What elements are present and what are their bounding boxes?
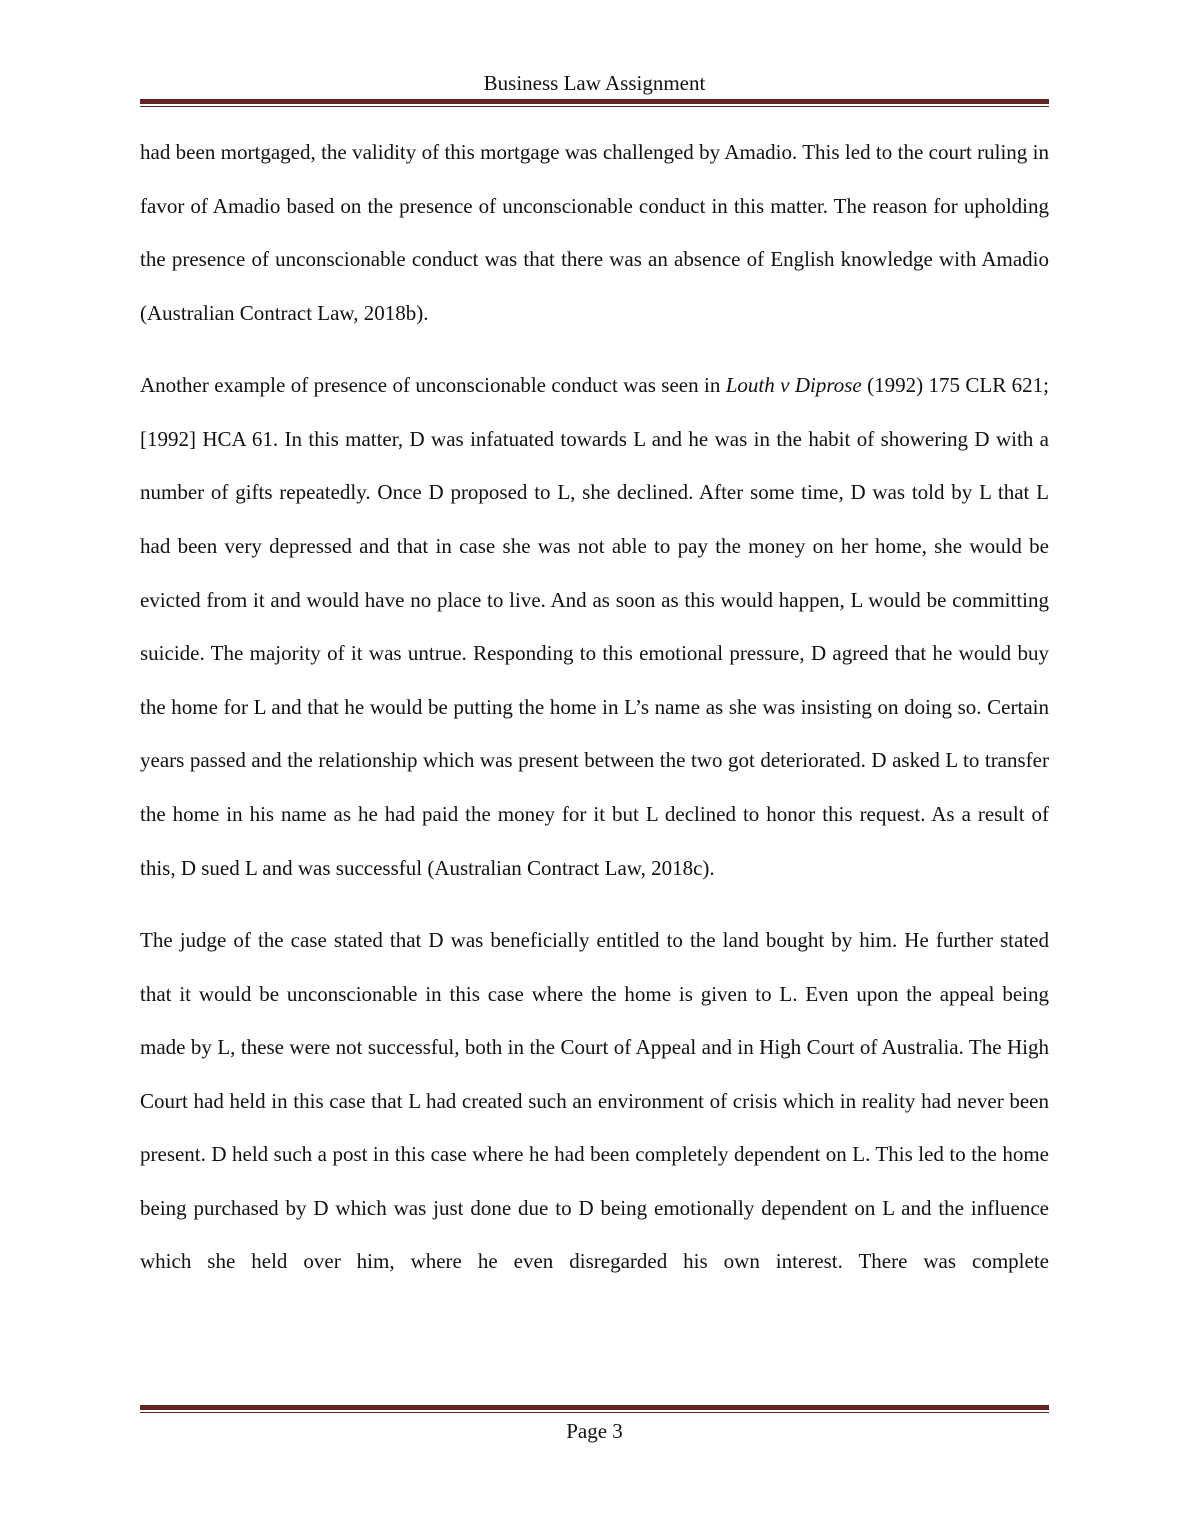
paragraph-2-after: (1992) 175 CLR 621; [1992] HCA 61. In this matter, D was infatuated towards L and he was in the habit of showering D with a number of gifts repeatedly. Once D proposed to L, she declined. After some time, D was told by L that L had been very depressed and that in case she was not able to pay the money on her home, she would be evicted from it and would have no place to live. And as soon as this would happen, L would be committing suicide. The majority of it was untrue. Responding to this emotional pressure, D agreed that he would buy the home for L and that he would be putting the home in L’s name as she was insisting on doing so. Certain years passed and the relationship which was present between the two got deteriorated. D asked L to transfer the home in his name as he had paid the money for it but L declined to honor this request. As a result of this, D sued L and was successful (Australian Contract Law, 2018c). (140, 373, 1049, 880)
paragraph-1: had been mortgaged, the validity of this mortgage was challenged by Amadio. This led to the court ruling in favor of Amadio based on the presence of unconscionable conduct in this matter. The reason for upholding the presence of unconscionable conduct was that there was an absence of English knowledge with Amadio (Australian Contract Law, 2018b). (140, 140, 1049, 325)
case-name: Louth v Diprose (725, 373, 862, 398)
paragraph-2 (140, 359, 1049, 895)
header-title: Business Law Assignment (483, 71, 706, 95)
footer-rule (140, 1405, 1049, 1413)
paragraph-3: The judge of the case stated that D was beneficially entitled to the land bought by him. He further stated that it would be unconscionable in this case where the home is given to L. Even upon the appeal being made by L, these were not successful, both in the Court of Appeal and in High Court of Australia. The High Court had held in this case that L had created such an environment of crisis which in reality had never been present. D held such a post in this case where he had been completely dependent on L. This led to the home being purchased by D which was just done due to D being emotionally dependent on L and the influence which she held over him, where he even disregarded his own interest. There was complete (140, 927, 1049, 1274)
header-rule (140, 99, 1049, 107)
paragraph-2-before: Another example of presence of unconscionable conduct was seen in (140, 373, 726, 398)
page-number: Page 3 (566, 1419, 623, 1443)
body-text (140, 126, 1049, 1308)
